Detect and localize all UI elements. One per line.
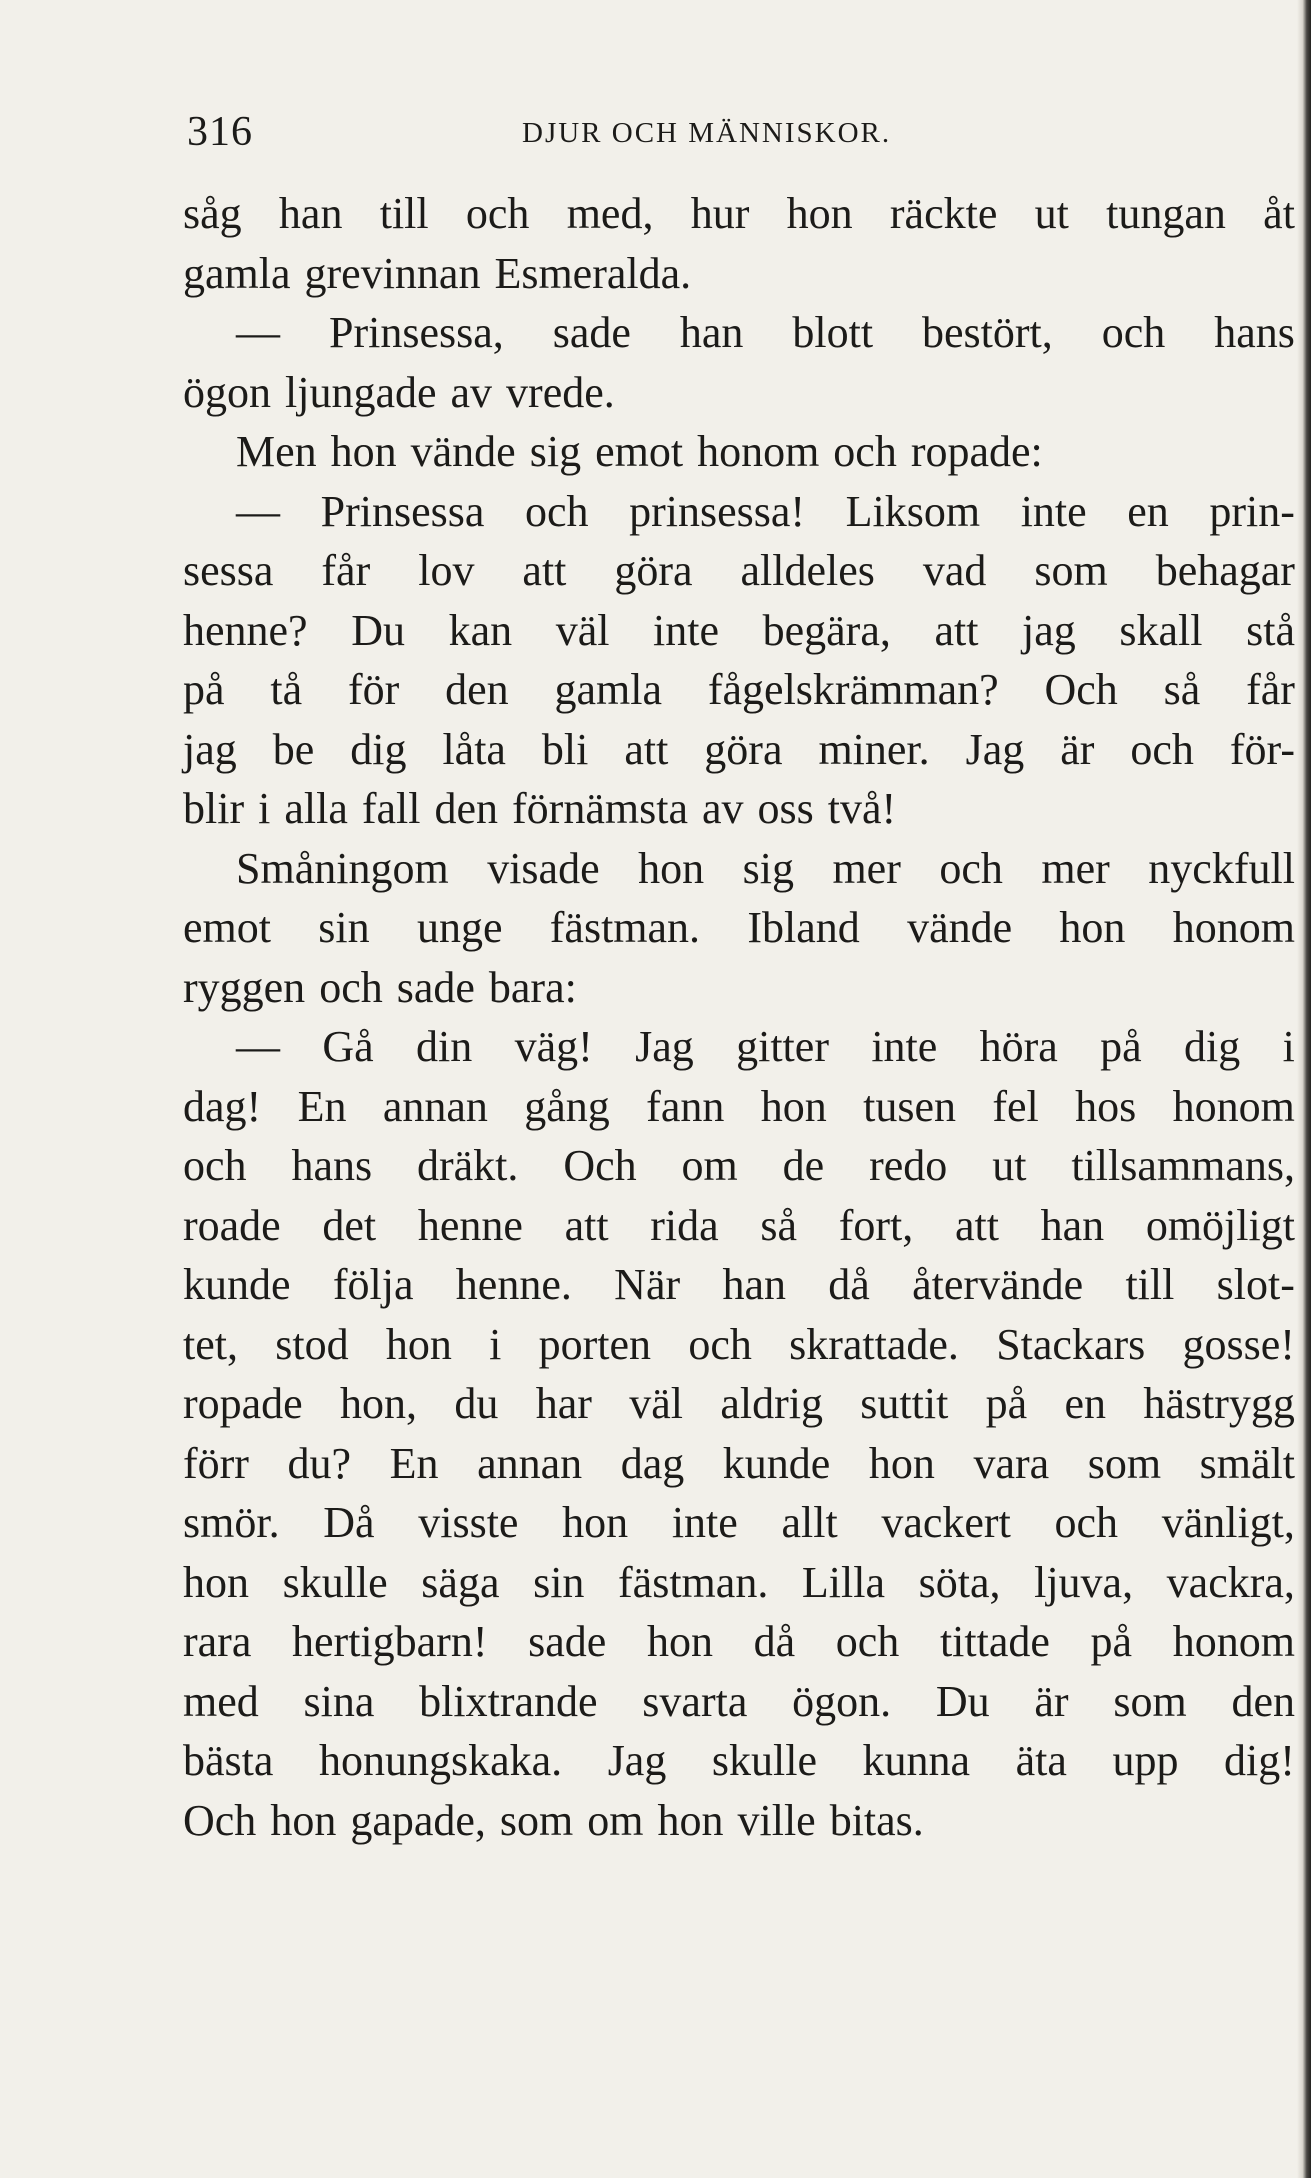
word: hon, (340, 1379, 418, 1428)
word: unge (416, 903, 503, 952)
word: dräkt. (417, 1141, 519, 1190)
word: Småningom (236, 843, 449, 893)
word: han (679, 308, 744, 357)
word: tusen (863, 1081, 956, 1131)
word: emot (595, 427, 684, 476)
word: visade (487, 843, 600, 893)
word: ville (737, 1795, 816, 1845)
word: annan (477, 1438, 583, 1488)
word: hon (638, 843, 705, 893)
word: sig (742, 843, 794, 893)
word: att (954, 1200, 999, 1250)
word: suttit (860, 1379, 949, 1428)
word: har (535, 1379, 592, 1428)
word: att (522, 546, 567, 595)
word: vad (922, 546, 987, 595)
word: återvände (912, 1260, 1084, 1309)
word: gamla (183, 248, 291, 298)
word: den (1231, 1676, 1295, 1726)
text-line (183, 363, 1295, 423)
word: av (701, 784, 744, 833)
word: rara (183, 1617, 252, 1666)
word: då (753, 1617, 796, 1666)
word: fel (992, 1081, 1039, 1131)
word: höra (979, 1022, 1058, 1071)
word: Jag (607, 1736, 667, 1785)
text-line (183, 660, 1295, 720)
word: de (782, 1141, 825, 1190)
word: jag (183, 724, 237, 774)
text-line (183, 244, 1295, 304)
word: vackert (881, 1498, 1011, 1547)
text-line (183, 1017, 1295, 1077)
word: väl (629, 1379, 683, 1428)
word: den (434, 784, 499, 833)
word: om (587, 1795, 644, 1845)
word: och (833, 427, 897, 476)
word: och (1101, 308, 1166, 357)
word: skulle (711, 1736, 817, 1785)
text-line (183, 720, 1295, 780)
word: om (681, 1141, 738, 1190)
word: fann (646, 1081, 725, 1131)
word: blir (183, 784, 245, 833)
word: dig! (1224, 1736, 1295, 1785)
word: bästa (183, 1736, 274, 1785)
word: be (272, 724, 315, 774)
word: och (1130, 724, 1194, 774)
word: Liksom (845, 486, 981, 536)
word: tungan (1106, 189, 1226, 238)
word: med, (566, 189, 654, 238)
word: hon (330, 427, 397, 476)
word: hon (562, 1498, 629, 1547)
word: väg! (514, 1022, 593, 1071)
word: inte (671, 1498, 738, 1547)
word: kan (448, 605, 513, 655)
text-line (183, 1672, 1295, 1732)
word: gosse! (1182, 1319, 1295, 1369)
word: till (379, 189, 429, 238)
word: nyckfull (1148, 843, 1295, 893)
word: han (1040, 1200, 1105, 1250)
word: han (278, 189, 343, 238)
word: dig (350, 724, 407, 774)
word: Jag (965, 724, 1025, 774)
text-line (183, 1255, 1295, 1315)
word: honom (1172, 1081, 1295, 1131)
word: hans (291, 1141, 373, 1190)
word: dag! (183, 1081, 262, 1131)
word: honom (697, 427, 820, 476)
word: gitter (736, 1022, 829, 1071)
word: roade (183, 1200, 281, 1250)
word: skall (1119, 605, 1203, 655)
word: i (1282, 1022, 1295, 1071)
text-line (183, 482, 1295, 542)
word: stå (1246, 605, 1295, 655)
word: det (322, 1200, 377, 1250)
word: dig (1184, 1022, 1241, 1071)
word: Du (935, 1676, 990, 1726)
word: tet, (183, 1319, 238, 1369)
word: upp (1112, 1736, 1179, 1785)
word: inte (1020, 486, 1087, 536)
word: en (1127, 486, 1169, 536)
page-edge-shadow (1297, 0, 1311, 2178)
word: hur (690, 189, 750, 238)
word: bli (541, 724, 589, 774)
word: svarta (642, 1676, 748, 1726)
word: hästrygg (1143, 1379, 1295, 1428)
word: förnämsta (512, 784, 688, 833)
word: på (183, 665, 225, 714)
word: en (1064, 1379, 1107, 1428)
text-line (183, 958, 1295, 1018)
word: då (828, 1260, 870, 1309)
word: mer (832, 843, 901, 893)
text-line (183, 1791, 1295, 1851)
word: söta, (918, 1557, 1001, 1607)
word: förr (183, 1438, 249, 1488)
word: så (760, 1200, 798, 1250)
word: blixtrande (419, 1676, 598, 1726)
word: omöjligt (1145, 1200, 1295, 1250)
word: hon (868, 1438, 935, 1488)
word: vände (410, 427, 516, 476)
word: ljuva, (1034, 1557, 1134, 1607)
word: begära, (762, 605, 891, 655)
word: skrattade. (789, 1319, 959, 1369)
word: du (454, 1379, 499, 1428)
word: ögon (183, 367, 271, 417)
word: den (445, 665, 509, 714)
word: på (985, 1379, 1028, 1428)
word: säga (421, 1557, 500, 1607)
word: stod (275, 1319, 349, 1369)
word: Och (563, 1141, 637, 1190)
text-line (183, 303, 1295, 363)
word: till (1125, 1260, 1175, 1309)
word: han (722, 1260, 786, 1309)
word: sig (529, 427, 582, 476)
word: hon (786, 189, 853, 238)
word: En (297, 1081, 347, 1131)
word: blott (792, 308, 874, 357)
word: annan (382, 1081, 488, 1131)
word: behagar (1155, 546, 1295, 595)
word: ropade: (910, 427, 1043, 476)
word: porten (538, 1319, 652, 1369)
word: Prinsessa (320, 486, 485, 536)
word: Men (236, 427, 317, 476)
word: hon (646, 1617, 713, 1666)
text-line (183, 601, 1295, 661)
word: alla (284, 784, 348, 833)
word: — (236, 308, 280, 357)
word: bitas. (829, 1795, 924, 1845)
word: Esmeralda. (494, 248, 692, 298)
word: du? (287, 1438, 352, 1488)
word: slot- (1216, 1260, 1295, 1309)
word: på (1090, 1617, 1133, 1666)
word: i (489, 1319, 502, 1369)
word: gapade, (350, 1795, 486, 1845)
word: Och (183, 1795, 257, 1845)
word: hon (385, 1319, 452, 1369)
word: för (347, 665, 400, 714)
word: är (1060, 724, 1095, 774)
text-line (183, 1077, 1295, 1137)
word: smält (1199, 1438, 1295, 1488)
word: vackra, (1166, 1557, 1295, 1607)
word: hos (1075, 1081, 1137, 1131)
word: fästman. (549, 903, 701, 952)
word: är (1034, 1676, 1069, 1726)
word: såg (183, 189, 242, 238)
word: — (236, 486, 280, 536)
word: Då (323, 1498, 375, 1547)
word: bara: (488, 962, 577, 1012)
word: miner. (818, 724, 930, 774)
word: och (688, 1319, 752, 1369)
word: En (389, 1438, 439, 1488)
text-line (183, 184, 1295, 244)
word: fästman. (618, 1557, 769, 1607)
word: Lilla (801, 1557, 886, 1607)
word: får (321, 546, 371, 595)
word: kunna (862, 1736, 971, 1785)
page-number: 316 (187, 109, 253, 155)
word: sade (528, 1617, 607, 1666)
word: dag (620, 1438, 685, 1488)
word: hon (183, 1557, 249, 1607)
word: Prinsessa, (328, 308, 504, 357)
word: hon (657, 1795, 724, 1845)
word: göra (614, 546, 693, 595)
word: göra (704, 724, 783, 774)
word: med (183, 1676, 259, 1726)
word: smör. (183, 1498, 280, 1547)
word: honom (1172, 1617, 1295, 1666)
word: prin- (1209, 486, 1295, 536)
word: din (416, 1022, 473, 1071)
text-line (183, 839, 1295, 899)
text-line (183, 779, 1295, 839)
word: som (1113, 1676, 1187, 1726)
text-line (183, 1612, 1295, 1672)
word: sin (318, 903, 370, 952)
word: skulle (282, 1557, 388, 1607)
word: oss (757, 784, 814, 833)
word: Du (351, 605, 405, 655)
word: redo (869, 1141, 948, 1190)
word: och (1054, 1498, 1119, 1547)
word: som (499, 1795, 574, 1845)
word: av (450, 367, 493, 417)
word: och (319, 962, 383, 1012)
word: Jag (635, 1022, 694, 1071)
word: hans (1214, 308, 1295, 357)
word: hertigbarn! (292, 1617, 488, 1666)
word: och (939, 843, 1003, 893)
word: tillsammans, (1071, 1141, 1295, 1190)
text-line (183, 1493, 1295, 1553)
text-line (183, 422, 1295, 482)
text-line (183, 1136, 1295, 1196)
word: allt (781, 1498, 838, 1547)
word: aldrig (720, 1379, 823, 1428)
word: bestört, (922, 308, 1053, 357)
word: som (1087, 1438, 1162, 1488)
word: på (1100, 1022, 1142, 1071)
word: sade (552, 308, 631, 357)
word: honom (1172, 903, 1295, 952)
word: Gå (322, 1022, 374, 1071)
word: och (465, 189, 530, 238)
word: vara (973, 1438, 1050, 1488)
text-line (183, 1553, 1295, 1613)
word: ryggen (183, 962, 306, 1012)
word: inte (871, 1022, 938, 1071)
text-line (183, 1434, 1295, 1494)
word: hon (270, 1795, 337, 1845)
word: tittade (939, 1617, 1050, 1666)
word: får (1246, 665, 1295, 714)
word: vrede. (506, 367, 615, 417)
word: ropade (183, 1379, 303, 1428)
word: lov (418, 546, 475, 595)
word: och (835, 1617, 900, 1666)
word: två! (827, 784, 897, 833)
running-head (187, 108, 1288, 164)
word: fort, (838, 1200, 914, 1250)
word: visste (418, 1498, 519, 1547)
word: henne? (183, 605, 308, 655)
word: och (183, 1141, 247, 1190)
word: räckte (889, 189, 998, 238)
word: och (524, 486, 589, 536)
word: jag (1022, 605, 1076, 655)
word: vände (907, 903, 1013, 952)
word: ut (992, 1141, 1027, 1190)
word: prinsessa! (629, 486, 806, 536)
word: rida (650, 1200, 719, 1250)
word: för- (1229, 724, 1295, 774)
word: kunde (722, 1438, 831, 1488)
word: följa (332, 1260, 414, 1309)
word: äta (1015, 1736, 1067, 1785)
word: När (614, 1260, 681, 1309)
word: fall (361, 784, 421, 833)
text-line (183, 1731, 1295, 1791)
word: alldeles (740, 546, 875, 595)
text-line (183, 541, 1295, 601)
word: sessa (183, 546, 274, 595)
word: henne. (455, 1260, 572, 1309)
word: sade (396, 962, 475, 1012)
word: gång (524, 1081, 610, 1131)
word: — (236, 1022, 280, 1071)
word: emot (183, 903, 271, 952)
word: att (934, 605, 979, 655)
word: hon (760, 1081, 827, 1131)
running-title: DJUR OCH MÄNNISKOR. (522, 117, 892, 149)
word: ut (1034, 189, 1069, 238)
word: ljungade (285, 367, 437, 417)
word: Stackars (996, 1319, 1146, 1369)
word: Och (1044, 665, 1118, 714)
word: gamla (554, 665, 663, 714)
word: så (1163, 665, 1201, 714)
text-line (183, 1374, 1295, 1434)
word: kunde (183, 1260, 291, 1309)
word: sin (533, 1557, 585, 1607)
text-line (183, 1315, 1295, 1375)
word: sina (303, 1676, 375, 1726)
word: inte (653, 605, 720, 655)
word: fågelskrämman? (707, 665, 999, 714)
word: Ibland (747, 903, 860, 952)
word: att (564, 1200, 609, 1250)
word: hon (1059, 903, 1126, 952)
word: i (258, 784, 271, 833)
text-line (183, 898, 1295, 958)
word: honungskaka. (318, 1736, 563, 1785)
word: vänligt, (1161, 1498, 1295, 1547)
text-line (183, 1196, 1295, 1256)
word: väl (555, 605, 610, 655)
word: tå (270, 665, 303, 714)
word: åt (1263, 189, 1295, 238)
word: låta (442, 724, 506, 774)
body-text (183, 184, 1295, 1850)
word: henne (417, 1200, 523, 1250)
word: som (1034, 546, 1108, 595)
word: ögon. (792, 1676, 892, 1726)
word: grevinnan (304, 248, 481, 298)
word: mer (1041, 843, 1110, 893)
word: att (624, 724, 669, 774)
